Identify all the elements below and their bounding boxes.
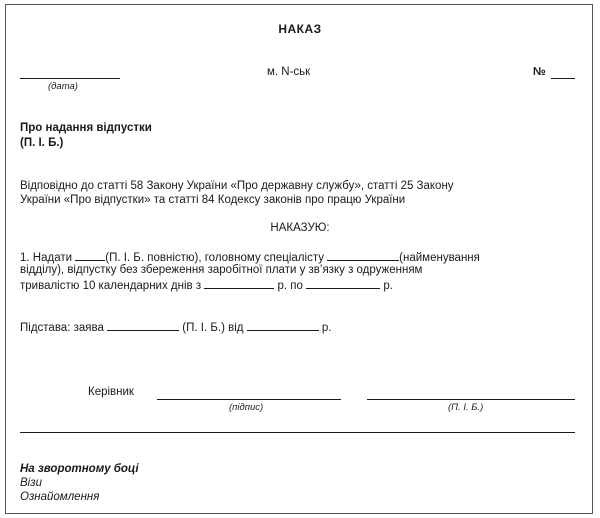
fullname-blank [75, 250, 105, 261]
item1-line-1 [20, 250, 480, 264]
signature-caption: (підпис) [229, 402, 264, 413]
date-caption: (дата) [48, 81, 78, 92]
item1-part-b: (П. І. Б. повністю), головному спеціалісту [105, 252, 328, 264]
item1-part-f: р. [380, 280, 393, 292]
subject-line-2: (П. І. Б.) [20, 137, 64, 149]
item1-part-d: тривалістю 10 календарних днів з [20, 280, 205, 292]
end-date-blank [306, 278, 380, 289]
item1-part-e: р. по [274, 280, 307, 292]
application-blank [107, 320, 179, 331]
head-name-caption: (П. І. Б.) [448, 402, 484, 413]
head-name-blank-line [367, 399, 575, 400]
number-blank-line [551, 78, 575, 79]
basis-part-c: р. [318, 322, 332, 334]
basis-line [20, 320, 331, 334]
preamble-line-2: України «Про відпустки» та статті 84 Кодексу законів про працю України [20, 194, 406, 206]
back-side-heading: На зворотному боці [20, 463, 139, 475]
item1-part-c: (найменування [399, 252, 480, 264]
divider [20, 432, 575, 433]
basis-part-a: Підстава: заява [20, 322, 108, 334]
start-date-blank [204, 278, 274, 289]
visas-label: Візи [20, 477, 42, 489]
acquainted-label: Ознайомлення [20, 491, 100, 503]
preamble-line-1: Відповідно до статті 58 Закону України «Про державну службу», статті 25 Закону [20, 180, 454, 192]
head-label: Керівник [88, 386, 134, 398]
number-sign: № [533, 66, 546, 78]
item1-line-2: відділу), відпустку без збереження заробітної плати у зв’язку з одруженням [20, 264, 423, 276]
city-label: м. N-ськ [267, 66, 311, 78]
item1-line-3 [20, 278, 393, 292]
application-date-blank [247, 320, 319, 331]
order-word: НАКАЗУЮ: [270, 222, 330, 234]
item1-part-a: 1. Надати [20, 252, 76, 264]
subject-line-1: Про надання відпустки [20, 122, 152, 134]
signature-blank-line [157, 399, 341, 400]
position-blank [327, 250, 399, 261]
basis-part-b: (П. І. Б.) від [179, 322, 247, 334]
date-blank-line [20, 78, 120, 79]
document-title: НАКАЗ [278, 22, 322, 36]
